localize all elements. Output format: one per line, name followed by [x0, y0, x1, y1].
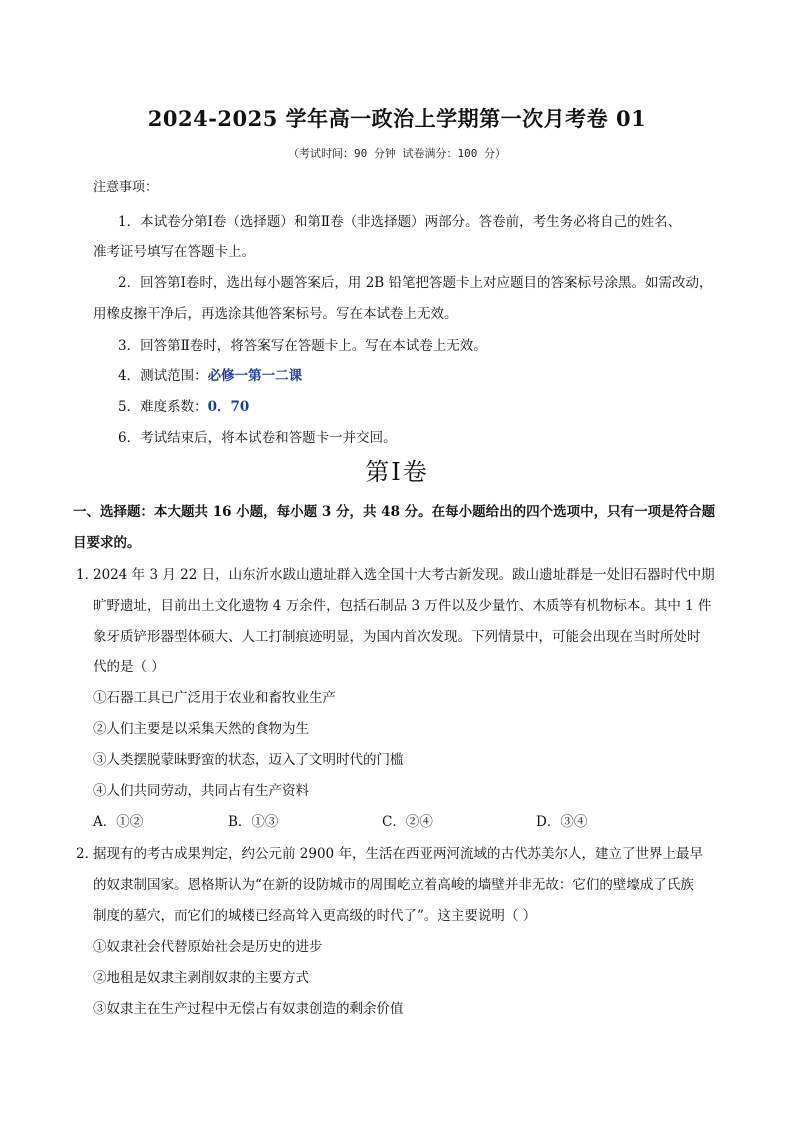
- question-stem-line: 据现有的考古成果判定，约公元前 2900 年，生活在西亚两河流域的古代苏美尔人，建立了世界上最早: [93, 846, 703, 862]
- question-number: 1．: [76, 567, 99, 583]
- question-stem-line: 旷野遗址，目前出土文化遗物 4 万余件，包括石制品 3 万件以及少量竹、木质等有机物标本。其中 1 件: [93, 598, 712, 614]
- statement-item: ①奴隶社会代替原始社会是历史的进步: [93, 939, 323, 955]
- note-scope-value: 必修一第一二课: [207, 368, 303, 384]
- statement-item: ①石器工具已广泛用于农业和畜牧业生产: [93, 690, 336, 706]
- notes-heading: 注意事项：: [93, 180, 159, 195]
- page-title: 2024-2025 学年高一政治上学期第一次月考卷 01: [147, 106, 647, 131]
- section-title: 第Ⅰ卷: [365, 458, 429, 486]
- question-stem-line: 代的是（ ）: [93, 659, 165, 675]
- question-stem-line: 2024 年 3 月 22 日，山东沂水跋山遗址群入选全国十大考古新发现。跋山遗址群是一处旧石器时代中期: [93, 567, 715, 583]
- section-instructions: 一、选择题：本大题共 16 小题，每小题 3 分，共 48 分。在每小题给出的四个选项中，只有一项是符合题: [73, 504, 716, 520]
- question-stem-line: 的奴隶制国家。恩格斯认为“在新的设防城市的周围屹立着高峻的墙壁并非无故：它们的壁壕成了氏族: [93, 877, 694, 893]
- section-instructions: 目要求的。: [73, 535, 141, 551]
- note-line: 2．回答第Ⅰ卷时，选出每小题答案后，用 2B 铅笔把答题卡上对应题目的答案标号涂黑。如需改动，: [118, 275, 713, 291]
- exam-subtitle: （考试时间：90 分钟 试卷满分：100 分）: [288, 147, 506, 160]
- note-difficulty: [118, 395, 249, 415]
- statement-item: ②人们主要是以采集天然的食物为生: [93, 721, 309, 737]
- note-difficulty-label: 5．难度系数：: [118, 399, 208, 415]
- option-d: D．③④: [536, 814, 588, 830]
- statement-item: ③人类摆脱蒙昧野蛮的状态，迈入了文明时代的门槛: [93, 752, 404, 768]
- note-line: 6．考试结束后，将本试卷和答题卡一并交回。: [118, 430, 397, 446]
- note-scope-label: 4．测试范围：: [118, 368, 208, 384]
- statement-item: ④人们共同劳动，共同占有生产资料: [93, 783, 309, 799]
- statement-item: ②地租是奴隶主剥削奴隶的主要方式: [93, 970, 309, 986]
- question-stem-line: 象牙质铲形器型体硕大、人工打制痕迹明显，为国内首次发现。下列情景中，可能会出现在当时所处时: [93, 629, 701, 645]
- note-line: 准考证号填写在答题卡上。: [93, 244, 255, 260]
- option-b: B．①③: [228, 814, 279, 830]
- note-line: 用橡皮擦干净后，再选涂其他答案标号。写在本试卷上无效。: [93, 306, 458, 322]
- question-number: 2．: [76, 846, 99, 862]
- option-a: A．①②: [93, 814, 144, 830]
- note-scope: [118, 364, 302, 384]
- note-line: 1．本试卷分第Ⅰ卷（选择题）和第Ⅱ卷（非选择题）两部分。答卷前，考生务必将自己的姓名、: [118, 214, 682, 230]
- question-stem-line: 制度的墓穴，而它们的城楼已经高耸入更高级的时代了”。这主要说明（ ）: [93, 908, 537, 924]
- note-difficulty-value: 0．70: [207, 399, 250, 415]
- note-line: 3．回答第Ⅱ卷时，将答案写在答题卡上。写在本试卷上无效。: [118, 338, 487, 354]
- statement-item: ③奴隶主在生产过程中无偿占有奴隶创造的剩余价值: [93, 1001, 404, 1017]
- option-c: C．②④: [382, 814, 433, 830]
